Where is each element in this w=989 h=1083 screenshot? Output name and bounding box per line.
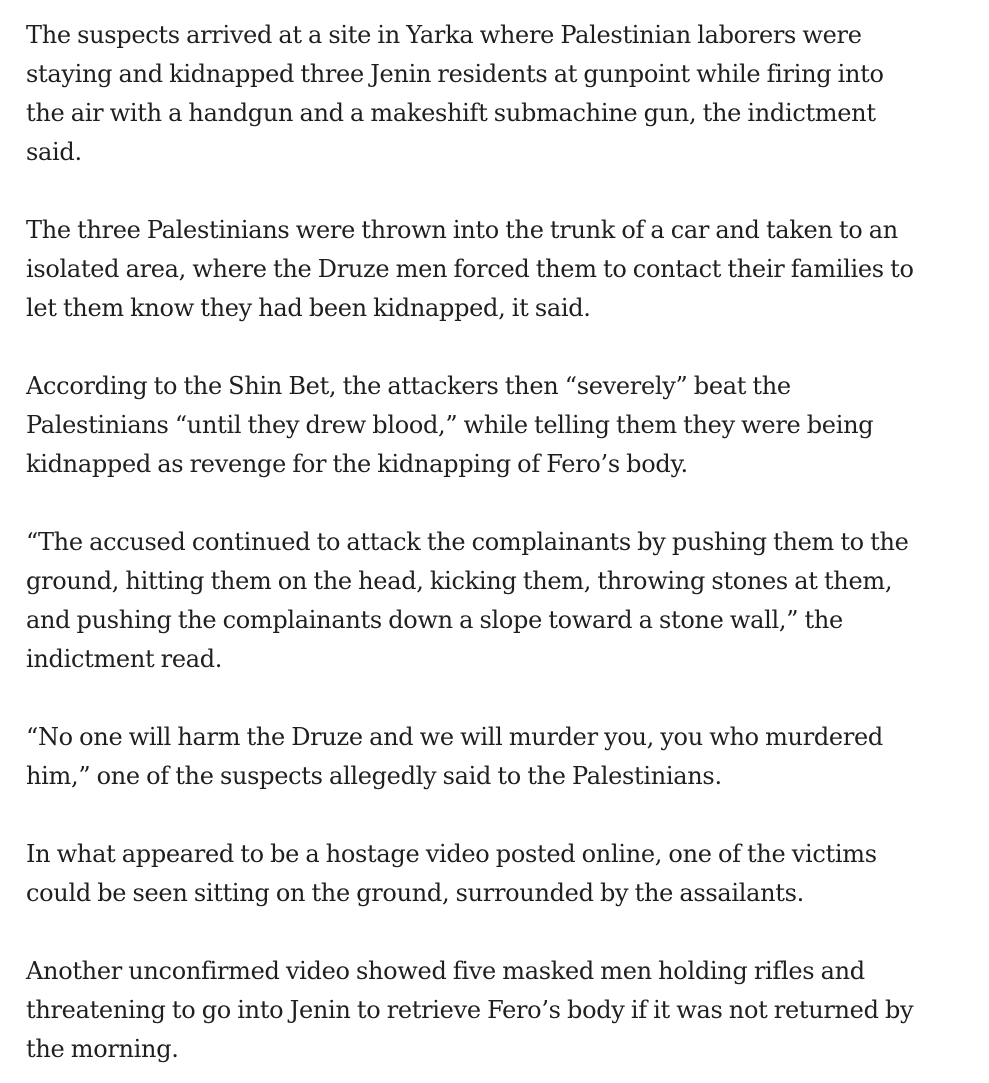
paragraph-line: isolated area, where the Druze men forced them to contact their families to bbox=[26, 255, 914, 283]
paragraph-line: let them know they had been kidnapped, it said. bbox=[26, 294, 591, 322]
paragraph-line: The suspects arrived at a site in Yarka where Palestinian laborers were bbox=[26, 21, 862, 49]
paragraph-line: the air with a handgun and a makeshift submachine gun, the indictment bbox=[26, 99, 876, 127]
paragraph-6 bbox=[26, 835, 949, 913]
paragraph-line: The three Palestinians were thrown into the trunk of a car and taken to an bbox=[26, 216, 898, 244]
paragraph-4 bbox=[26, 523, 949, 679]
paragraph-3 bbox=[26, 367, 949, 484]
paragraph-line: Palestinians “until they drew blood,” while telling them they were being bbox=[26, 411, 874, 439]
paragraph-1 bbox=[26, 16, 949, 172]
paragraph-line: In what appeared to be a hostage video posted online, one of the victims bbox=[26, 840, 877, 868]
paragraph-line: said. bbox=[26, 138, 82, 166]
paragraph-line: could be seen sitting on the ground, surrounded by the assailants. bbox=[26, 879, 804, 907]
paragraph-line: indictment read. bbox=[26, 645, 223, 673]
paragraph-2 bbox=[26, 211, 949, 328]
paragraph-line: staying and kidnapped three Jenin residents at gunpoint while firing into bbox=[26, 60, 884, 88]
paragraph-line: ground, hitting them on the head, kicking them, throwing stones at them, bbox=[26, 567, 893, 595]
paragraph-line: According to the Shin Bet, the attackers then “severely” beat the bbox=[26, 372, 791, 400]
paragraph-7 bbox=[26, 952, 949, 1069]
paragraph-line: “The accused continued to attack the complainants by pushing them to the bbox=[26, 528, 909, 556]
paragraph-line: kidnapped as revenge for the kidnapping of Fero’s body. bbox=[26, 450, 688, 478]
paragraph-line: and pushing the complainants down a slope toward a stone wall,” the bbox=[26, 606, 843, 634]
paragraph-5 bbox=[26, 718, 949, 796]
paragraph-line: him,” one of the suspects allegedly said to the Palestinians. bbox=[26, 762, 722, 790]
paragraph-line: the morning. bbox=[26, 1035, 179, 1063]
paragraph-line: threatening to go into Jenin to retrieve Fero’s body if it was not returned by bbox=[26, 996, 914, 1024]
paragraph-line: “No one will harm the Druze and we will murder you, you who murdered bbox=[26, 723, 883, 751]
paragraph-line: Another unconfirmed video showed five masked men holding rifles and bbox=[26, 957, 865, 985]
